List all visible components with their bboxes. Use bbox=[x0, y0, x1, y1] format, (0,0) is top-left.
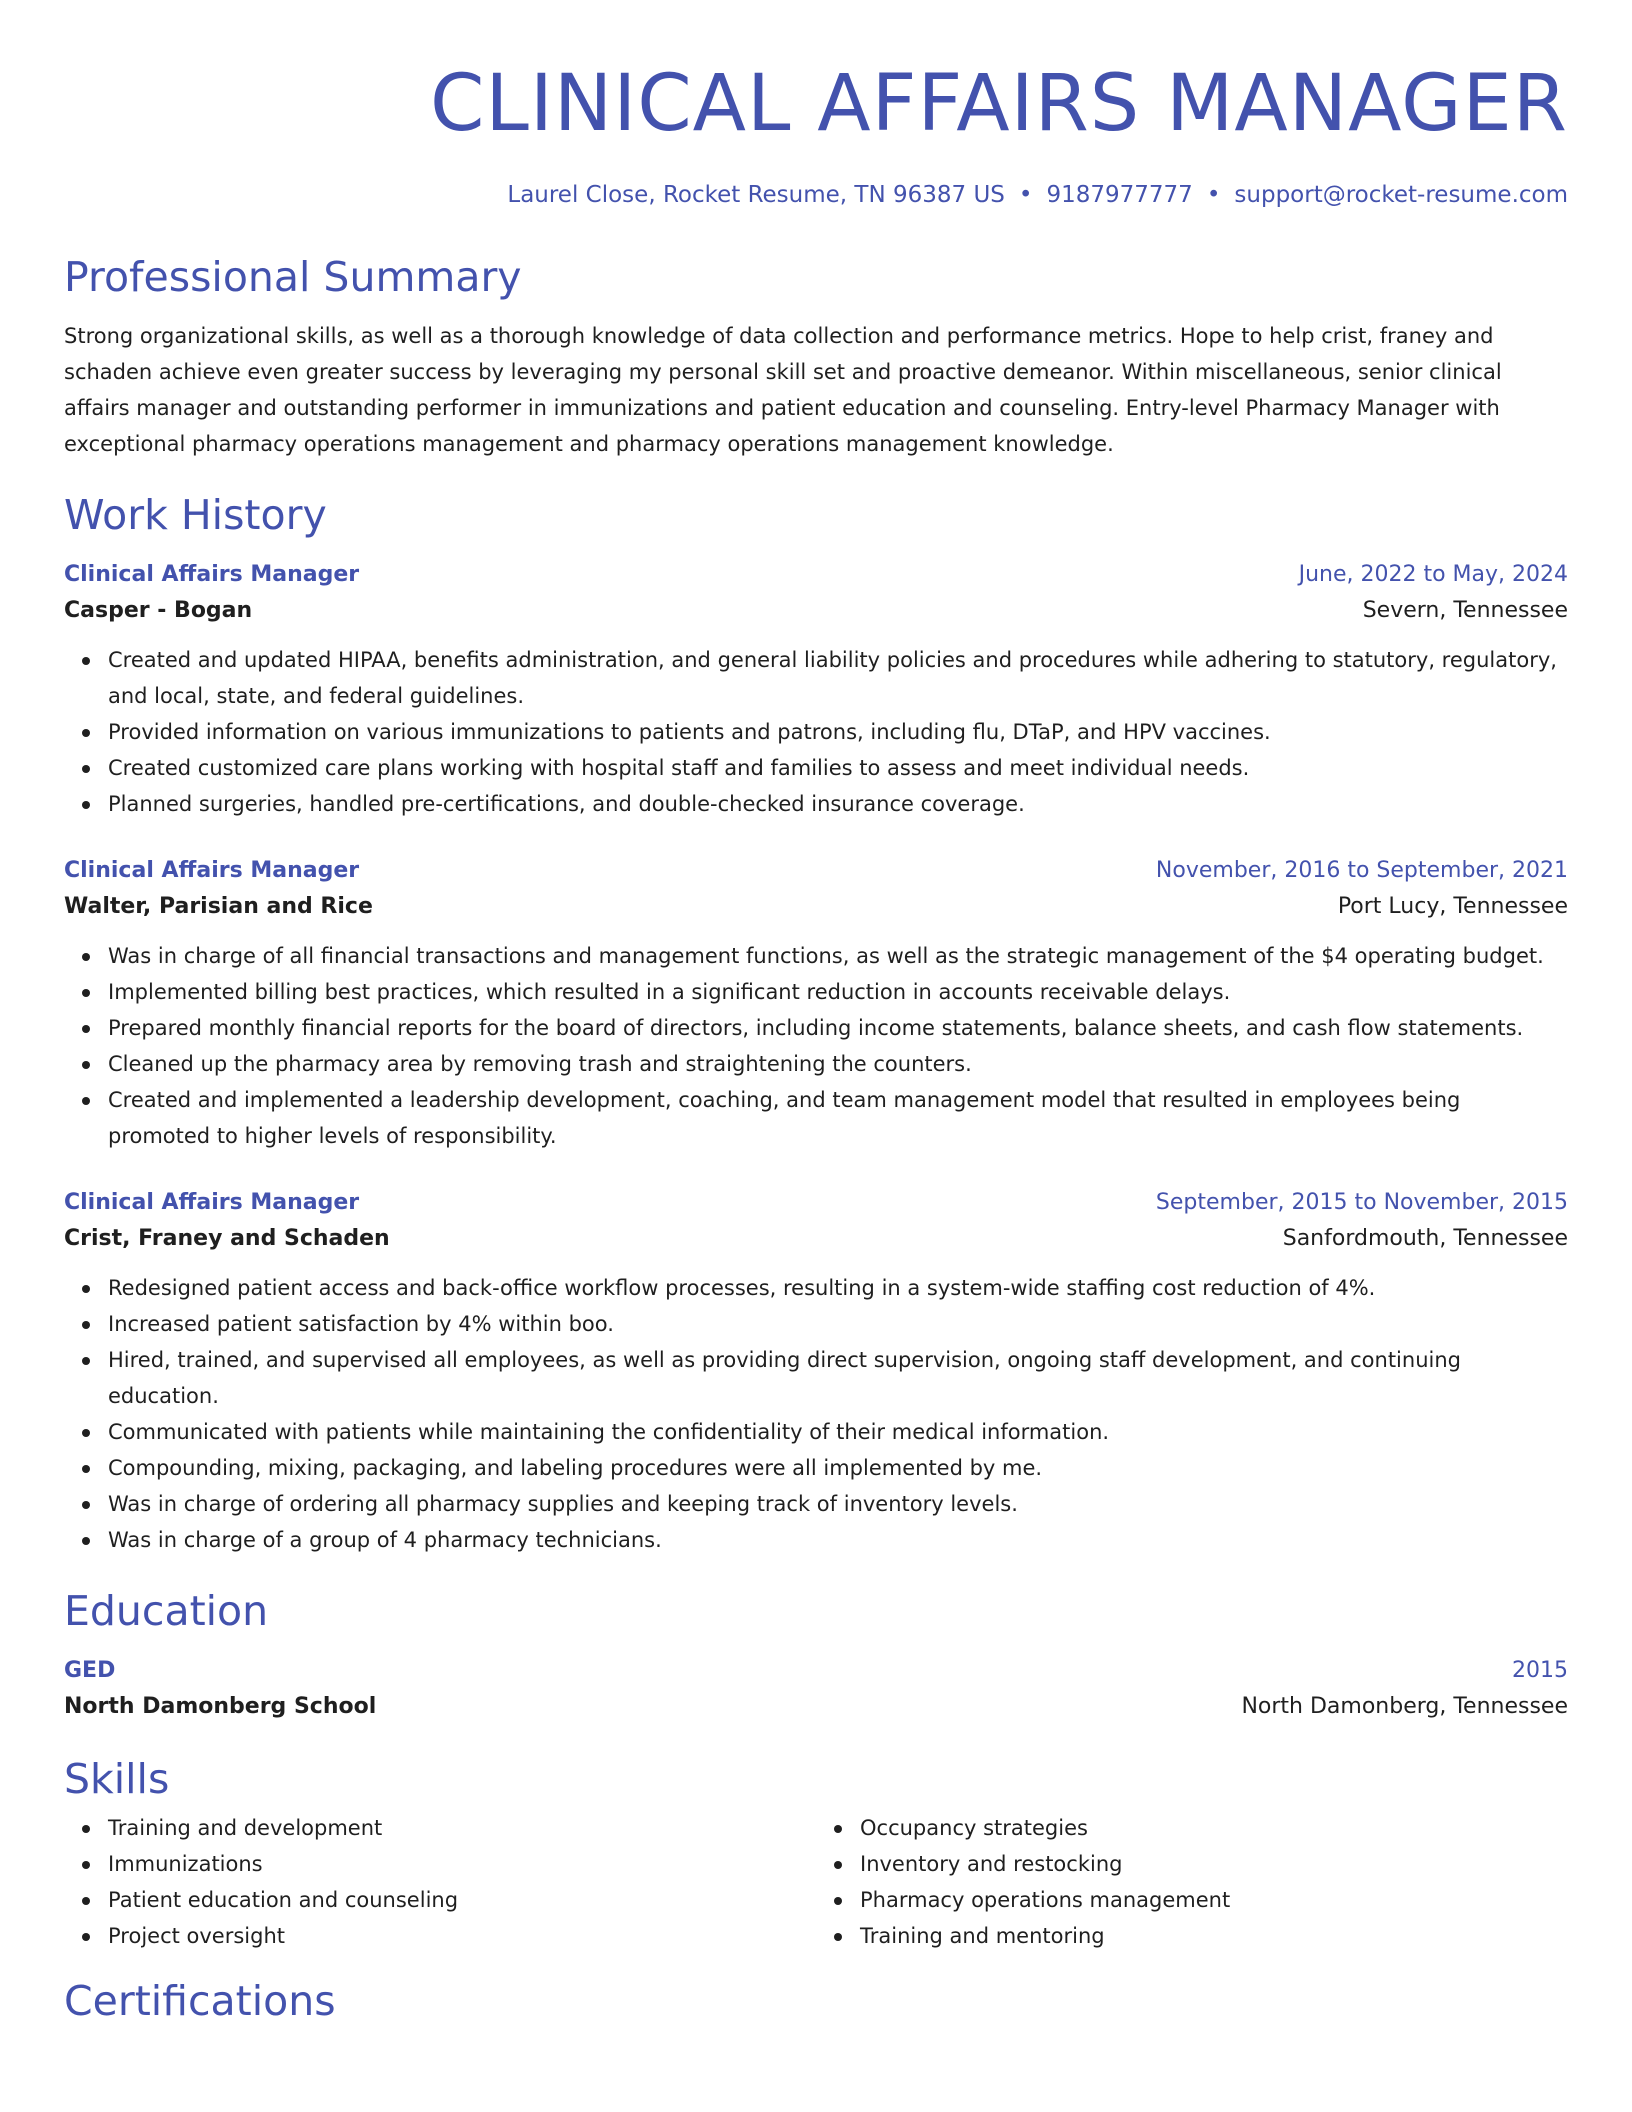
job-bullet: Created and implemented a leadership development, coaching, and team management model that resulted in employees being promoted to higher levels of responsibility. bbox=[108, 1082, 1568, 1154]
education-location: North Damonberg, Tennessee bbox=[1241, 1694, 1568, 1719]
skills-column-left bbox=[64, 1810, 816, 1954]
job-dates: June, 2022 to May, 2024 bbox=[1298, 562, 1568, 587]
work-history-section bbox=[64, 490, 1568, 1558]
job-bullet: Implemented billing best practices, which resulted in a significant reduction in accounts receivable delays. bbox=[108, 974, 1568, 1010]
skills-heading: Skills bbox=[64, 1755, 170, 1803]
job-entry bbox=[64, 1186, 1568, 1558]
skill-item: Pharmacy operations management bbox=[860, 1882, 1568, 1918]
skill-item: Occupancy strategies bbox=[860, 1810, 1568, 1846]
skills-list bbox=[816, 1810, 1568, 1954]
contact-separator: • bbox=[1206, 182, 1221, 208]
skill-item: Immunizations bbox=[108, 1846, 816, 1882]
job-company: Casper - Bogan bbox=[64, 598, 253, 623]
contact-address: Laurel Close, Rocket Resume, TN 96387 US bbox=[507, 182, 1005, 208]
job-entry bbox=[64, 558, 1568, 822]
job-bullets bbox=[64, 642, 1568, 822]
skill-item: Project oversight bbox=[108, 1918, 816, 1954]
job-location: Severn, Tennessee bbox=[1362, 598, 1568, 623]
skill-item: Training and development bbox=[108, 1810, 816, 1846]
certifications-heading: Certifications bbox=[64, 1977, 336, 2025]
job-dates: November, 2016 to September, 2021 bbox=[1155, 858, 1568, 883]
job-title: Clinical Affairs Manager bbox=[64, 858, 360, 883]
job-bullet: Planned surgeries, handled pre-certifications, and double-checked insurance coverage. bbox=[108, 786, 1568, 822]
skills-list bbox=[64, 1810, 816, 1954]
job-bullet: Increased patient satisfaction by 4% within boo. bbox=[108, 1306, 1568, 1342]
skills-columns bbox=[64, 1810, 1568, 1954]
skill-item: Training and mentoring bbox=[860, 1918, 1568, 1954]
contact-email: support@rocket-resume.com bbox=[1234, 182, 1568, 208]
job-bullet: Was in charge of all financial transactions and management functions, as well as the strategic management of the $4 operating budget. bbox=[108, 938, 1568, 974]
skill-item: Patient education and counseling bbox=[108, 1882, 816, 1918]
summary-section bbox=[64, 252, 1568, 462]
contact-line bbox=[64, 180, 1568, 210]
job-bullet: Compounding, mixing, packaging, and labeling procedures were all implemented by me. bbox=[108, 1450, 1568, 1486]
work-history-heading: Work History bbox=[64, 491, 327, 539]
certifications-section bbox=[64, 1976, 1568, 2026]
skill-item: Inventory and restocking bbox=[860, 1846, 1568, 1882]
summary-text: Strong organizational skills, as well as a thorough knowledge of data collection and performance metrics. Hope to help crist, franey and schaden achieve even greater success by leveraging my personal skill set and proactive demeanor. Within miscellaneous, senior clinical affairs manager and outstanding performer in immunizations and patient education and counseling. Entry-level Pharmacy Manager with exceptional pharmacy operations management and pharmacy operations management knowledge. bbox=[64, 324, 1502, 456]
job-company: Walter, Parisian and Rice bbox=[64, 894, 373, 919]
job-title: Clinical Affairs Manager bbox=[64, 562, 360, 587]
contact-phone: 9187977777 bbox=[1046, 182, 1193, 208]
job-location: Sanfordmouth, Tennessee bbox=[1282, 1226, 1568, 1251]
skills-section bbox=[64, 1754, 1568, 1954]
contact-separator: • bbox=[1018, 182, 1033, 208]
job-bullets bbox=[64, 1270, 1568, 1558]
education-year: 2015 bbox=[1512, 1658, 1568, 1683]
education-entry bbox=[64, 1654, 1568, 1726]
job-bullets bbox=[64, 938, 1568, 1154]
resume-name: CLINICAL AFFAIRS MANAGER bbox=[429, 59, 1568, 149]
job-bullet: Hired, trained, and supervised all employees, as well as providing direct supervision, ongoing staff development, and continuing education. bbox=[108, 1342, 1568, 1414]
job-bullet: Communicated with patients while maintaining the confidentiality of their medical information. bbox=[108, 1414, 1568, 1450]
education-heading: Education bbox=[64, 1587, 269, 1635]
job-bullet: Was in charge of ordering all pharmacy supplies and keeping track of inventory levels. bbox=[108, 1486, 1568, 1522]
resume-header bbox=[64, 0, 1568, 210]
education-section bbox=[64, 1586, 1568, 1726]
job-bullet: Created and updated HIPAA, benefits administration, and general liability policies and procedures while adhering to statutory, regulatory, and local, state, and federal guidelines. bbox=[108, 642, 1568, 714]
job-bullet: Was in charge of a group of 4 pharmacy technicians. bbox=[108, 1522, 1568, 1558]
job-bullet: Redesigned patient access and back-office workflow processes, resulting in a system-wide staffing cost reduction of 4%. bbox=[108, 1270, 1568, 1306]
education-degree: GED bbox=[64, 1658, 116, 1683]
job-title: Clinical Affairs Manager bbox=[64, 1190, 360, 1215]
summary-heading: Professional Summary bbox=[64, 253, 522, 301]
job-bullet: Created customized care plans working with hospital staff and families to assess and meet individual needs. bbox=[108, 750, 1568, 786]
education-school: North Damonberg School bbox=[64, 1694, 377, 1719]
job-bullet: Cleaned up the pharmacy area by removing trash and straightening the counters. bbox=[108, 1046, 1568, 1082]
job-bullet: Prepared monthly financial reports for the board of directors, including income statements, balance sheets, and cash flow statements. bbox=[108, 1010, 1568, 1046]
job-entry bbox=[64, 854, 1568, 1154]
job-dates: September, 2015 to November, 2015 bbox=[1155, 1190, 1568, 1215]
skills-column-right bbox=[816, 1810, 1568, 1954]
job-bullet: Provided information on various immunizations to patients and patrons, including flu, DTaP, and HPV vaccines. bbox=[108, 714, 1568, 750]
job-location: Port Lucy, Tennessee bbox=[1337, 894, 1568, 919]
job-company: Crist, Franey and Schaden bbox=[64, 1226, 390, 1251]
